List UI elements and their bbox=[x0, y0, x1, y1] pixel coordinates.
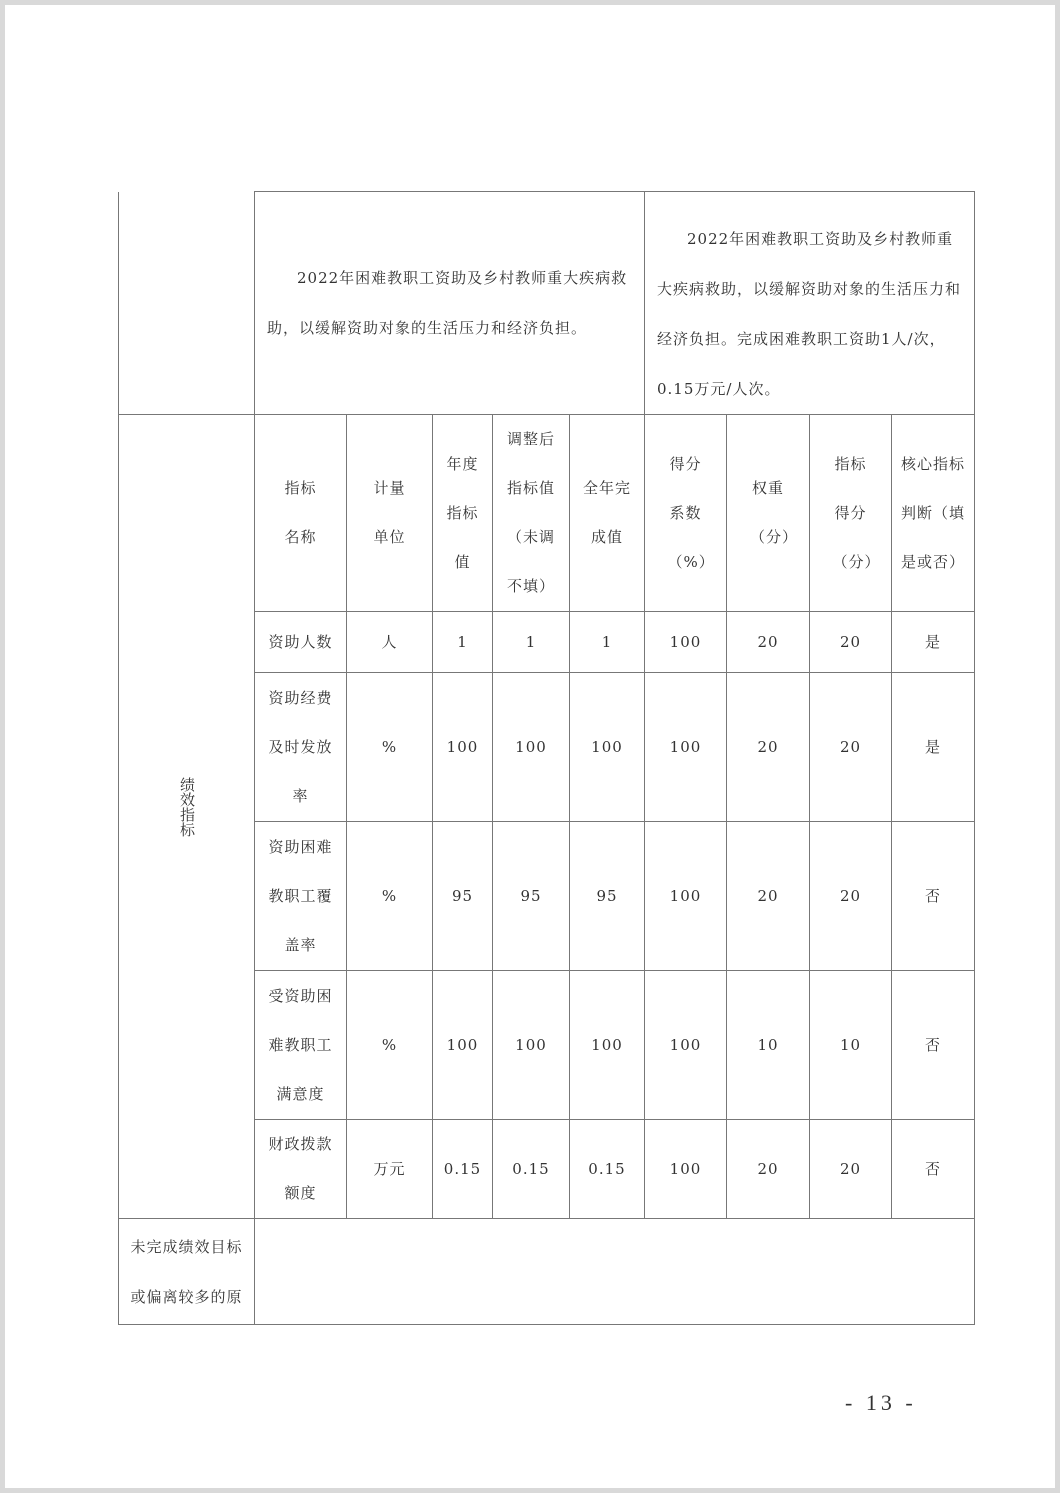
indicator-unit: 人 bbox=[347, 612, 433, 673]
indicator-annual-target: 0.15 bbox=[433, 1120, 493, 1219]
indicator-score: 20 bbox=[810, 1120, 892, 1219]
indicator-score: 20 bbox=[810, 612, 892, 673]
indicator-name: 财政拨款额度 bbox=[255, 1120, 347, 1219]
indicator-name: 受资助困难教职工满意度 bbox=[255, 971, 347, 1120]
indicator-core: 否 bbox=[892, 971, 975, 1120]
indicator-core: 是 bbox=[892, 673, 975, 822]
indicator-name: 资助人数 bbox=[255, 612, 347, 673]
reason-label-cell bbox=[119, 1219, 255, 1325]
header-unit: 计量单位 bbox=[347, 415, 433, 612]
indicator-completed: 0.15 bbox=[570, 1120, 645, 1219]
indicator-weight: 10 bbox=[727, 971, 810, 1120]
indicator-annual-target: 100 bbox=[433, 971, 493, 1120]
reason-value bbox=[255, 1219, 975, 1325]
indicator-completed: 100 bbox=[570, 673, 645, 822]
indicator-unit: % bbox=[347, 971, 433, 1120]
indicator-completed: 95 bbox=[570, 822, 645, 971]
indicator-completed: 100 bbox=[570, 971, 645, 1120]
indicator-weight: 20 bbox=[727, 673, 810, 822]
indicator-adjusted-target: 100 bbox=[493, 971, 570, 1120]
indicator-weight: 20 bbox=[727, 1120, 810, 1219]
annual-goal-text: 2022年困难教职工资助及乡村教师重大疾病救助，以缓解资助对象的生活压力和经济负担。 bbox=[267, 269, 628, 337]
reason-label: 未完成绩效目标或偏离较多的原 bbox=[130, 1237, 243, 1306]
reason-row bbox=[119, 1219, 975, 1325]
indicator-score-coef: 100 bbox=[645, 1120, 727, 1219]
indicator-completed: 1 bbox=[570, 612, 645, 673]
indicator-score-coef: 100 bbox=[645, 612, 727, 673]
indicator-score-coef: 100 bbox=[645, 971, 727, 1120]
goal-row-label-cell bbox=[119, 192, 255, 415]
header-completed: 全年完成值 bbox=[570, 415, 645, 612]
header-annual-target: 年度指标值 bbox=[433, 415, 493, 612]
indicator-unit: % bbox=[347, 673, 433, 822]
actual-completion-cell bbox=[645, 192, 975, 415]
actual-completion-text: 2022年困难教职工资助及乡村教师重大疾病救助，以缓解资助对象的生活压力和经济负担。完成困难教职工资助1人/次，0.15万元/人次。 bbox=[657, 230, 962, 398]
indicator-score: 20 bbox=[810, 673, 892, 822]
indicator-score-coef: 100 bbox=[645, 822, 727, 971]
goal-row bbox=[119, 192, 975, 415]
header-name: 指标名称 bbox=[255, 415, 347, 612]
indicator-annual-target: 1 bbox=[433, 612, 493, 673]
header-core: 核心指标判断（填是或否） bbox=[892, 415, 975, 612]
indicator-unit: 万元 bbox=[347, 1120, 433, 1219]
header-weight: 权重（分） bbox=[727, 415, 810, 612]
indicator-core: 否 bbox=[892, 1120, 975, 1219]
indicator-score: 20 bbox=[810, 822, 892, 971]
indicator-weight: 20 bbox=[727, 822, 810, 971]
header-adjusted-target: 调整后指标值（未调不填） bbox=[493, 415, 570, 612]
page-number: - 13 - bbox=[845, 1390, 917, 1415]
indicator-core: 否 bbox=[892, 822, 975, 971]
indicator-adjusted-target: 1 bbox=[493, 612, 570, 673]
indicator-unit: % bbox=[347, 822, 433, 971]
indicator-name: 资助困难教职工覆盖率 bbox=[255, 822, 347, 971]
document-page bbox=[5, 5, 1055, 1488]
indicator-adjusted-target: 100 bbox=[493, 673, 570, 822]
header-score-coef: 得分系数（%） bbox=[645, 415, 727, 612]
indicator-annual-target: 95 bbox=[433, 822, 493, 971]
indicator-annual-target: 100 bbox=[433, 673, 493, 822]
indicator-core: 是 bbox=[892, 612, 975, 673]
indicator-header-row bbox=[119, 415, 975, 612]
indicator-section-label: 绩效指标 bbox=[178, 776, 196, 837]
indicator-section-label-cell bbox=[119, 415, 255, 1219]
indicator-adjusted-target: 0.15 bbox=[493, 1120, 570, 1219]
indicator-score-coef: 100 bbox=[645, 673, 727, 822]
indicator-name: 资助经费及时发放率 bbox=[255, 673, 347, 822]
indicator-weight: 20 bbox=[727, 612, 810, 673]
annual-goal-cell bbox=[255, 192, 645, 415]
indicator-score: 10 bbox=[810, 971, 892, 1120]
header-score: 指标得分（分） bbox=[810, 415, 892, 612]
performance-table bbox=[118, 191, 975, 1325]
indicator-adjusted-target: 95 bbox=[493, 822, 570, 971]
